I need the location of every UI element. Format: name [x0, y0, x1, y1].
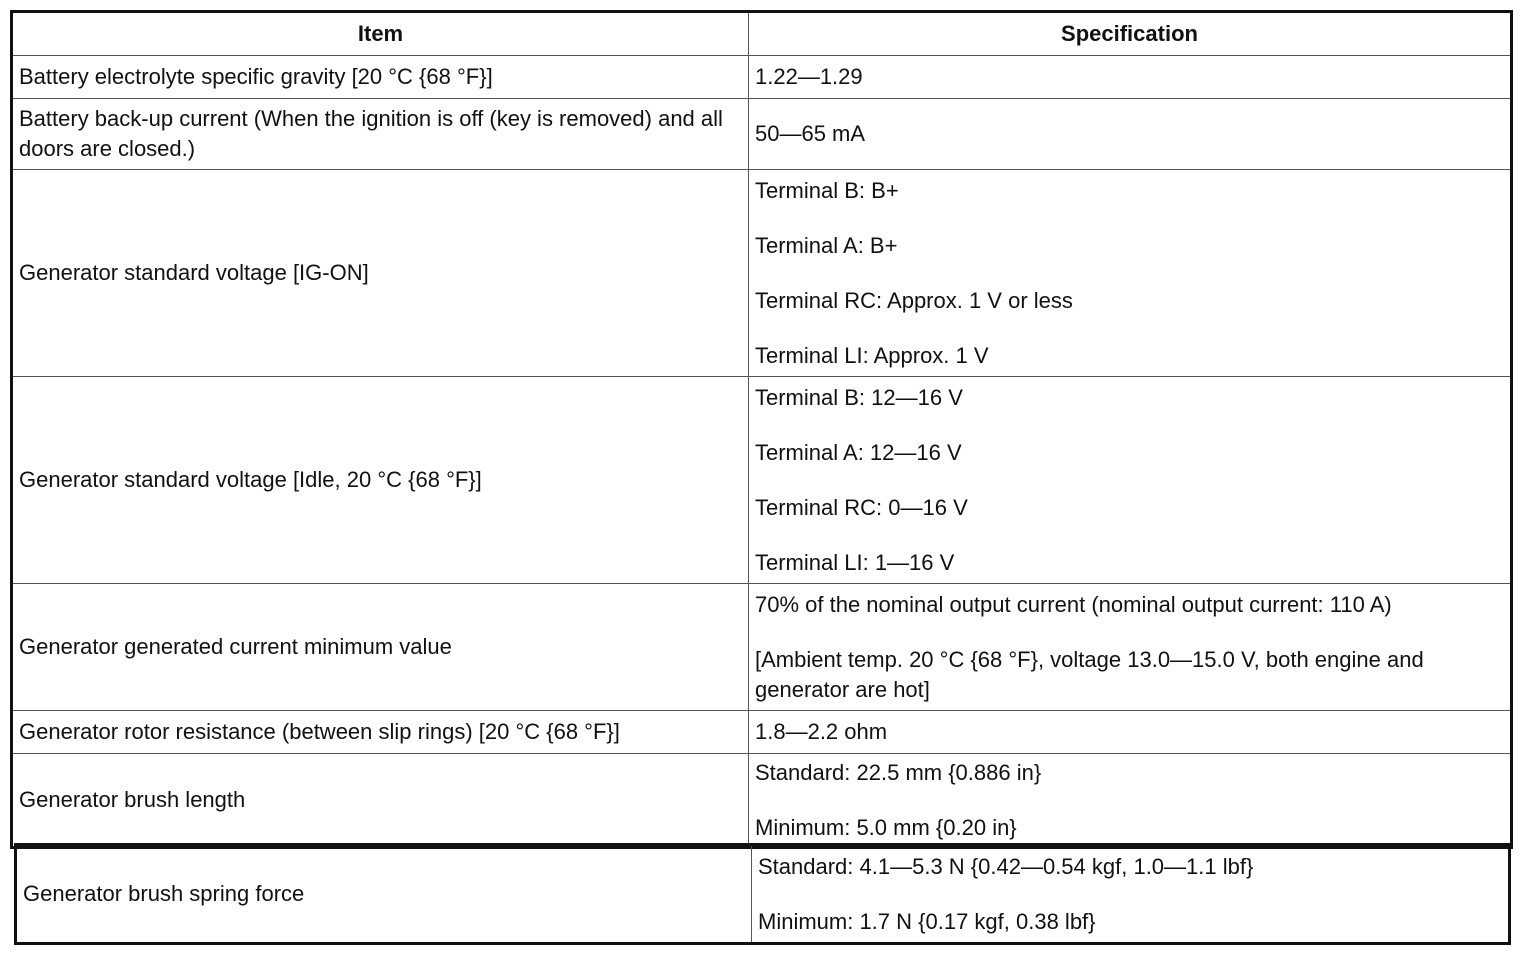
spec-line: 1.8—2.2 ohm — [755, 719, 888, 744]
item-cell: Generator standard voltage [Idle, 20 °C {68 °F}] — [12, 377, 749, 584]
spec-cell — [752, 845, 1510, 944]
spec-cell — [749, 711, 1512, 754]
table-row — [12, 377, 1512, 584]
table-header-row — [12, 12, 1512, 56]
spec-cell — [749, 99, 1512, 170]
spec-cell — [749, 584, 1512, 711]
spec-line: [Ambient temp. 20 °C {68 °F}, voltage 13.0—15.0 V, both engine and generator are hot] — [755, 646, 1424, 702]
specification-table — [10, 10, 1513, 849]
spec-line: Standard: 22.5 mm {0.886 in} — [755, 759, 1042, 785]
spec-line: Standard: 4.1—5.3 N {0.42—0.54 kgf, 1.0—1.1 lbf} — [758, 853, 1254, 879]
spec-line: Terminal LI: 1—16 V — [755, 549, 955, 575]
table-row — [12, 170, 1512, 377]
spec-cell — [749, 754, 1512, 848]
specification-table-continuation — [14, 843, 1511, 945]
table-row — [12, 584, 1512, 711]
column-header-specification: Specification — [749, 12, 1512, 56]
item-cell: Generator standard voltage [IG-ON] — [12, 170, 749, 377]
table-row — [16, 845, 1510, 944]
spec-line: Terminal RC: Approx. 1 V or less — [755, 287, 1073, 313]
spec-cell — [749, 377, 1512, 584]
item-cell: Battery electrolyte specific gravity [20 °C {68 °F}] — [12, 56, 749, 99]
item-cell: Battery back-up current (When the ignition is off (key is removed) and all doors are closed.) — [12, 99, 749, 170]
table-row — [12, 711, 1512, 754]
spec-line: 50—65 mA — [755, 121, 866, 146]
spec-line: 70% of the nominal output current (nominal output current: 110 A) — [755, 591, 1392, 617]
table-row — [12, 99, 1512, 170]
item-cell: Generator rotor resistance (between slip rings) [20 °C {68 °F}] — [12, 711, 749, 754]
spec-cell — [749, 170, 1512, 377]
spec-line: Terminal RC: 0—16 V — [755, 494, 968, 520]
spec-line: Minimum: 1.7 N {0.17 kgf, 0.38 lbf} — [758, 908, 1096, 934]
table-row — [12, 56, 1512, 99]
spec-cell — [749, 56, 1512, 99]
item-cell: Generator brush length — [12, 754, 749, 848]
spec-line: Terminal A: 12—16 V — [755, 439, 962, 465]
spec-line: 1.22—1.29 — [755, 64, 863, 89]
spec-line: Terminal B: B+ — [755, 177, 899, 203]
item-cell: Generator generated current minimum value — [12, 584, 749, 711]
spec-line: Terminal B: 12—16 V — [755, 384, 963, 410]
spec-line: Terminal A: B+ — [755, 232, 898, 258]
column-header-item: Item — [12, 12, 749, 56]
spec-line: Terminal LI: Approx. 1 V — [755, 342, 989, 368]
item-cell: Generator brush spring force — [16, 845, 752, 944]
table-row — [12, 754, 1512, 848]
spec-line: Minimum: 5.0 mm {0.20 in} — [755, 814, 1017, 840]
